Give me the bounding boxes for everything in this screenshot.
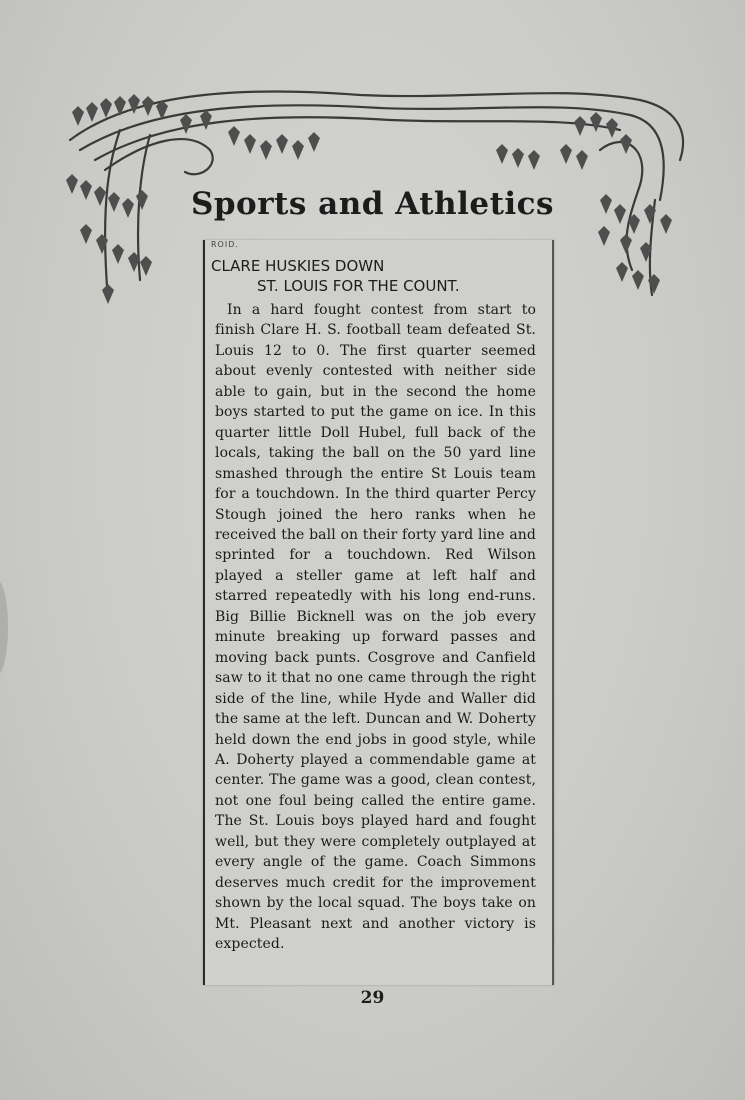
page-number: 29 [360, 988, 385, 1008]
clipping-fragment: ROID. [211, 240, 239, 249]
article-body: In a hard fought contest from start to finish Clare H. S. football team defeated St. Louis 12 to 0. The first quarter seemed about evenly contested with neither side able to gain, but in the second the home boys started to put the game on ice. In this quarter little Doll Hubel, full back of the locals, taking the ball on the 50 yard line smashed through the entire St Louis team for a touchdown. In the third quarter Percy Stough joined the hero ranks when he received the ball on their forty yard line and sprinted for a touchdown. Red Wilson played a steller game at left half and starred repeatedly with his long end-runs. Big Billie Bicknell was on the job every minute breaking up forward passes and moving back punts. Cosgrove and Canfield saw to it that no one came through the right side of the line, while Hyde and Waller did the same at the left. Duncan and W. Doherty held down the end jobs in good style, while A. Doherty played a commendable game at center. The game was a good, clean contest, not one foul being called the entire game. The St. Louis boys played hard and fought well, but they were completely outplayed at every angle of the game. Coach Simmons deserves much credit for the improvement shown by the local squad. The boys take on Mt. Pleasant next and another victory is expected. [215, 302, 536, 953]
section-title: Sports and Athletics [190, 186, 555, 222]
binding-edge [0, 580, 8, 675]
headline-line-1: CLARE HUSKIES DOWN [211, 257, 385, 275]
article-headline [211, 256, 546, 296]
headline-line-2: ST. LOUIS FOR THE COUNT. [257, 277, 460, 295]
newspaper-clipping [203, 240, 554, 985]
